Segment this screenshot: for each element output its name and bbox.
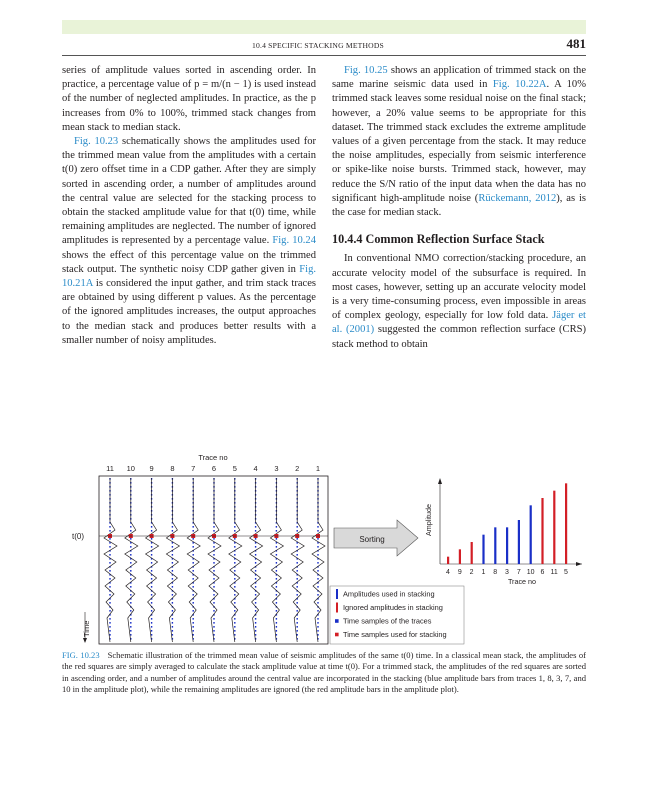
trace-label: 7 xyxy=(191,464,196,473)
trace-labels xyxy=(106,464,320,473)
amplitude-axis-label: Amplitude xyxy=(424,504,433,536)
trace-label: 9 xyxy=(149,464,154,473)
right-paragraph-1 xyxy=(332,64,586,220)
header-band xyxy=(62,20,586,34)
ref-fig-10-21a[interactable]: Fig. 10.21A xyxy=(62,263,316,290)
trace-axis-title: Trace no xyxy=(198,453,228,462)
amplitude-tick-label: 3 xyxy=(505,569,509,576)
legend-label: Time samples of the traces xyxy=(343,616,432,626)
trace-label: 6 xyxy=(211,464,217,473)
amplitude-bar xyxy=(530,505,532,564)
cdp-gather-panel xyxy=(72,453,328,644)
ref-fig-10-23[interactable]: Fig. 10.23 xyxy=(74,136,119,148)
amplitude-x-arrow xyxy=(576,562,582,566)
section-heading: 10.4.4 Common Reflection Surface Stack xyxy=(332,232,545,247)
trace-label: 4 xyxy=(253,464,258,473)
legend-swatch xyxy=(335,633,339,637)
legend xyxy=(330,586,464,644)
running-header xyxy=(62,36,586,54)
time-axis-label: Time xyxy=(82,620,91,637)
amplitude-tick-label: 11 xyxy=(550,569,558,576)
amplitude-tick-label: 7 xyxy=(516,569,521,576)
amplitude-x-label: Trace no xyxy=(507,577,537,586)
legend-swatch xyxy=(336,589,338,599)
caption-text: Schematic illustration of the trimmed mean value of seismic amplitudes of the same t(0) time. In a classical mean stack, the amplitudes of the red squares are simply averaged to calculate the stack amplitude value at time t(0). For a trimmed stack, the amplitudes of the red squares are sorted in ascending order, and a number of amplitudes around the central value are incorporated in the stacking (blue amplitude bars from traces 1, 8, 3, 7, and 10 in the amplitude plot), while the remaining amplitudes are ignored (the red amplitude bars in the amplitude plot). xyxy=(62,650,586,695)
trace-label: 1 xyxy=(315,464,321,473)
ref-fig-10-22a[interactable]: Fig. 10.22A xyxy=(492,79,547,91)
right-p1-text-b: . A 10% trimmed stack leaves some residual noise on the final stack; however, a 20% value seems to be appropriate for this dataset. The trimmed stack excludes the extreme amplitude values of a given percentage from the stack. It may reduce the noise amplitudes, especially from seismic interference or spike-like noise bursts. Trimmed stack, however, may reduce the S/N ratio of the input data when the data has no significant high-amplitude noise ( xyxy=(332,79,586,204)
figure-10-23 xyxy=(62,452,586,648)
trace-label: 3 xyxy=(274,464,279,473)
amplitude-bar xyxy=(541,498,543,564)
left-paragraph-1: series of amplitude values sorted in ascending order. In practice, a percentage value of p = m/(n − 1) is used instead of the number of neglected amplitudes. In practice, as the p increases from 0% to 100%, trimmed stack changes from mean stack to median stack. xyxy=(62,65,316,133)
sorting-arrow xyxy=(334,520,418,556)
traces xyxy=(104,478,325,642)
legend-label: Ignored amplitudes in stacking xyxy=(343,603,443,613)
header-rule xyxy=(62,55,586,56)
amplitude-bar xyxy=(506,527,508,564)
amplitude-tick-label: 8 xyxy=(493,569,498,576)
ref-ruckemann-2012[interactable]: Rückemann, 2012 xyxy=(478,192,557,204)
right-p2-text-a: In conventional NMO correction/stacking procedure, an accurate velocity model of the subsurface is required. In most cases, however, setting up an accurate velocity model is a very time-consuming process, even impossible in areas of complex geology, especially for low fold data. xyxy=(332,253,586,322)
right-column xyxy=(332,64,586,352)
figure-svg xyxy=(62,452,586,648)
amplitude-tick-label: 4 xyxy=(446,569,450,576)
amplitude-bar xyxy=(518,520,520,564)
amplitude-tick-label: 2 xyxy=(469,569,474,576)
amplitude-bar xyxy=(553,491,555,564)
amplitude-tick-label: 9 xyxy=(457,569,462,576)
legend-label: Amplitudes used in stacking xyxy=(343,589,435,599)
amplitude-tick-label: 1 xyxy=(481,569,486,576)
right-p1-text-c: ), as is the case for median stack. xyxy=(332,192,586,219)
ref-fig-10-25[interactable]: Fig. 10.25 xyxy=(344,65,388,76)
caption-label: FIG. 10.23 xyxy=(62,650,100,660)
trace-label: 8 xyxy=(170,464,175,473)
amplitude-bar xyxy=(482,535,484,564)
trace-label: 10 xyxy=(126,464,135,473)
legend-label: Time samples used for stacking xyxy=(343,630,447,640)
figure-caption xyxy=(62,650,586,696)
amplitude-bar xyxy=(494,527,496,564)
legend-swatch xyxy=(336,603,338,613)
amplitude-bar xyxy=(471,542,473,564)
amplitude-bar xyxy=(565,483,567,564)
amplitude-bars xyxy=(447,483,567,564)
amplitude-tick-labels xyxy=(446,569,568,576)
left-paragraph-2 xyxy=(62,135,316,348)
trace-label: 11 xyxy=(106,464,114,473)
amplitude-y-arrow xyxy=(438,478,442,484)
amplitude-tick-label: 5 xyxy=(564,569,568,576)
legend-swatch xyxy=(335,619,339,623)
left-p2-text-c: is considered the input gather, and trim stack traces are obtained by using different p values. As the percentage of the ignored amplitudes increases, the output approaches to the median stack and produces better results with a smaller number of noisy amplitudes. xyxy=(62,278,316,346)
page-number: 481 xyxy=(566,36,586,51)
amplitude-plot xyxy=(424,478,582,586)
amplitude-bar xyxy=(459,549,461,564)
ref-fig-10-24[interactable]: Fig. 10.24 xyxy=(272,235,316,247)
right-p2-text-b: suggested the common reflection surface (CRS) stack method to obtain xyxy=(332,324,586,350)
left-column xyxy=(62,64,316,348)
right-p1-text-a: shows an application of trimmed stack on the same marine seismic data used in xyxy=(332,65,587,91)
amplitude-tick-label: 6 xyxy=(540,569,545,576)
sorting-label: Sorting xyxy=(359,535,385,544)
ref-jager-2001[interactable]: Jäger et al. (2001) xyxy=(332,310,586,336)
left-p2-text-a: schematically shows the amplitudes used for the trimmed mean value from the amplitudes with a certain t(0) zero offset time in a CDP gather. After they are simply sorted in ascending order, a number of amplitudes around the central value are selected for the stacking process to obtain the stacked amplitude value for that t(0) time, while remaining amplitudes are neglected. The number of ignored amplitudes is represented by a percentage value. xyxy=(62,136,316,247)
left-p2-text-b: shows the effect of this percentage value on the trimmed stack output. The synthetic noisy CDP gather given in xyxy=(62,249,316,275)
right-paragraph-2 xyxy=(332,252,586,351)
amplitude-bar xyxy=(447,557,449,564)
trace-label: 5 xyxy=(232,464,237,473)
amplitude-tick-label: 10 xyxy=(526,569,535,576)
trace-label: 2 xyxy=(295,464,300,473)
time-axis-arrow xyxy=(83,638,87,643)
running-title: 10.4 SPECIFIC STACKING METHODS xyxy=(252,41,384,50)
t0-label: t(0) xyxy=(72,532,84,541)
